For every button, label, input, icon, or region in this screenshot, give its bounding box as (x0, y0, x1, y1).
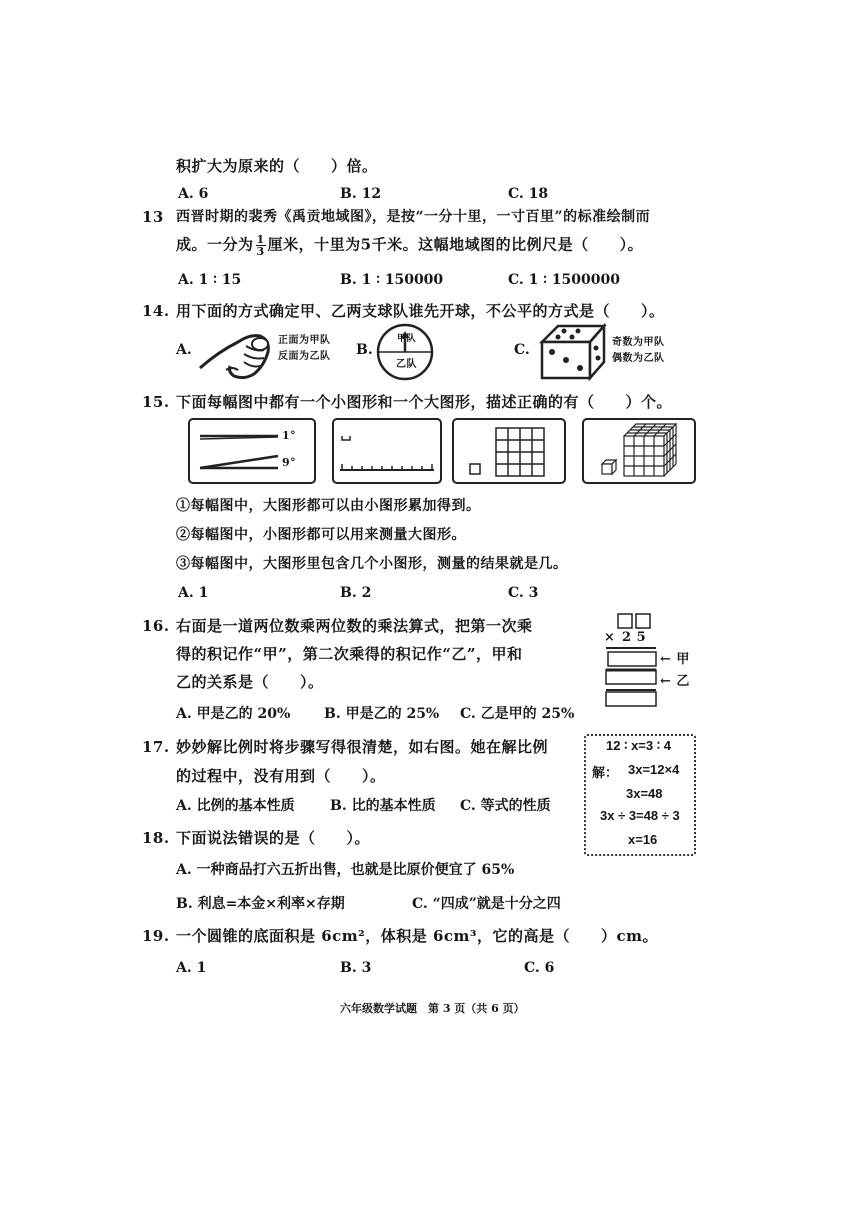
q13-option-a: A. 1 ∶ 15 (178, 272, 242, 288)
q15-option-c: C. 3 (508, 585, 539, 601)
q15-statement-3: ③每幅图中，大图形里包含几个小图形，测量的结果就是几。 (176, 556, 568, 572)
dice-odd-label: 奇数为甲队 (612, 337, 665, 348)
q12-option-a: A. 6 (178, 186, 209, 202)
q15-number: 15. (142, 393, 170, 411)
q16-option-b: B. 甲是乙的 25% (324, 706, 440, 722)
q18-option-b: B. 利息=本金×利率×存期 (176, 896, 345, 912)
q16-line2: 得的积记作“甲”，第二次乘得的积记作“乙”，甲和 (176, 645, 523, 663)
q16-option-c: C. 乙是甲的 25% (460, 706, 575, 722)
q15-option-b: B. 2 (340, 585, 372, 601)
q19-option-b: B. 3 (340, 960, 372, 976)
q16-line3: 乙的关系是（ ）。 (176, 673, 324, 691)
mult-sign: × (604, 630, 616, 645)
q18-option-a: A. 一种商品打六五折出售，也就是比原价便宜了 65% (176, 862, 515, 878)
q19-number: 19. (142, 927, 170, 945)
q16-option-a: A. 甲是乙的 20% (176, 706, 291, 722)
q14-option-a-label: A. (176, 342, 192, 358)
q17-option-c: C. 等式的性质 (460, 798, 551, 814)
q13-line1: 西晋时期的裴秀《禹贡地域图》，是按“一分十里，一寸百里”的标准绘制而 (176, 209, 651, 225)
dice-icon (538, 322, 608, 380)
q16-line1: 右面是一道两位数乘两位数的乘法算式，把第一次乘 (176, 617, 533, 635)
q15-text: 下面每幅图中都有一个小图形和一个大图形，描述正确的有（ ）个。 (176, 393, 673, 411)
mult-digits: 2 5 (622, 630, 647, 645)
coin-back-label: 反面为乙队 (278, 351, 331, 362)
q13-number: 13 (142, 208, 164, 226)
coin-hand-icon (198, 326, 278, 380)
q18-option-c: C. “四成”就是十分之四 (412, 896, 561, 912)
figure-cube (582, 418, 696, 484)
calc-line-5: x=16 (628, 832, 658, 847)
q12-option-c: C. 18 (508, 186, 549, 202)
q17-line1: 妙妙解比例时将步骤写得很清楚，如右图。她在解比例 (176, 738, 549, 756)
q19-text: 一个圆锥的底面积是 6cm²，体积是 6cm³，它的高是（ ）cm。 (176, 927, 658, 945)
figure-angles (188, 418, 316, 484)
q14-text: 用下面的方式确定甲、乙两支球队谁先开球，不公平的方式是（ ）。 (176, 302, 665, 320)
calc-line-3: 3x=48 (626, 786, 663, 801)
q18-number: 18. (142, 829, 170, 847)
q15-statement-1: ①每幅图中，大图形都可以由小图形累加得到。 (176, 498, 481, 514)
q13-fraction: $\frac{1}{3}$ (256, 233, 265, 258)
calc-line-2: 3x=12×4 (628, 762, 680, 777)
q19-option-c: C. 6 (524, 960, 555, 976)
angle-small-label: 1° (282, 429, 297, 442)
q17-option-b: B. 比的基本性质 (330, 798, 436, 814)
q18-text: 下面说法错误的是（ ）。 (176, 829, 371, 847)
q14-option-b-label: B. (356, 342, 373, 358)
q17-option-a: A. 比例的基本性质 (176, 798, 295, 814)
label-yi: ← 乙 (660, 674, 690, 689)
page-footer: 六年级数学试题 第 3 页（共 6 页） (340, 1002, 525, 1015)
q19-option-a: A. 1 (176, 960, 207, 976)
label-jia: ← 甲 (660, 652, 690, 667)
q14-number: 14. (142, 302, 170, 320)
spinner-bottom-label: 乙队 (396, 359, 417, 370)
q15-option-a: A. 1 (178, 585, 209, 601)
angle-big-label: 9° (282, 456, 297, 469)
figure-ruler (332, 418, 442, 484)
coin-front-label: 正面为甲队 (278, 335, 331, 346)
q13-line2: 成。一分为 $\frac{1}{3}$ 厘米，十里为5千米。这幅地域图的比例尺是（ ）。 (176, 233, 644, 258)
q12-text: 积扩大为原来的（ ）倍。 (176, 157, 378, 175)
q14-option-c-label: C. (514, 342, 530, 358)
dice-even-label: 偶数为乙队 (612, 353, 665, 364)
q16-number: 16. (142, 617, 170, 635)
q13-option-c: C. 1 ∶ 1500000 (508, 272, 620, 288)
calc-line-4: 3x ÷ 3=48 ÷ 3 (600, 808, 680, 823)
spinner-icon (375, 322, 435, 382)
q17-line2: 的过程中，没有用到（ ）。 (176, 767, 386, 785)
spinner-top-label: 甲队 (397, 334, 417, 344)
multiplication-figure (604, 612, 656, 712)
q17-number: 17. (142, 738, 170, 756)
calc-line-1: 12 ∶ x=3 ∶ 4 (606, 738, 671, 753)
figure-grid (452, 418, 566, 484)
q12-option-b: B. 12 (340, 186, 382, 202)
q15-statement-2: ②每幅图中，小图形都可以用来测量大图形。 (176, 527, 466, 543)
calc-label: 解： (592, 765, 619, 780)
q13-option-b: B. 1 ∶ 150000 (340, 272, 444, 288)
